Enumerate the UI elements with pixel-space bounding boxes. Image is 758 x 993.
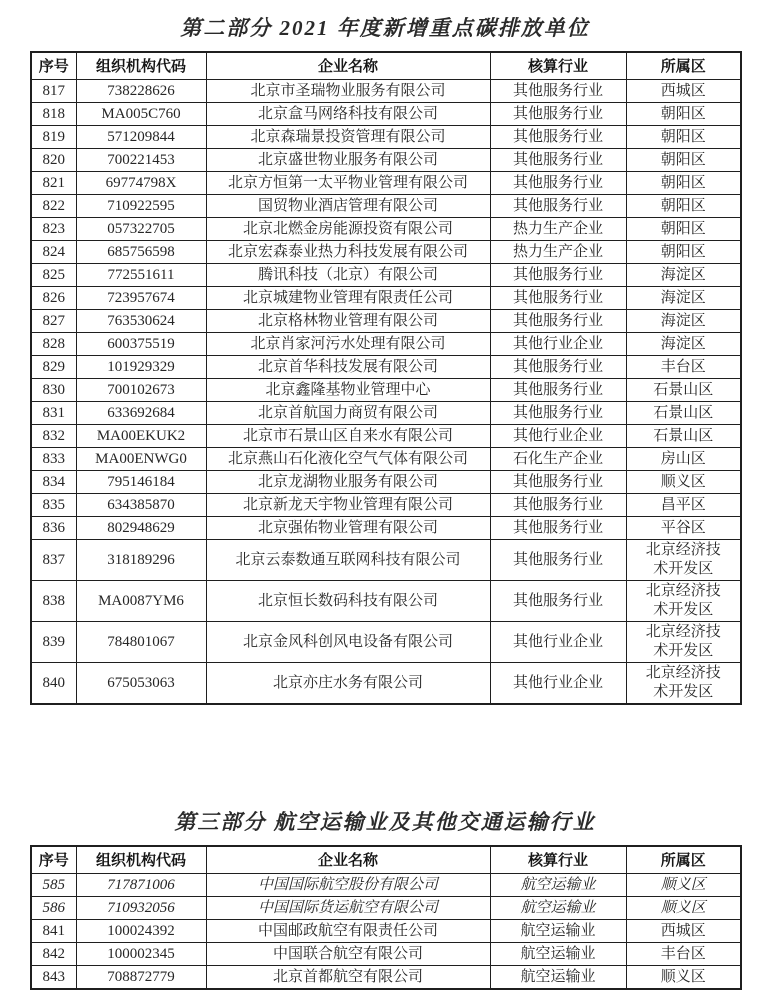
table-row [31, 517, 741, 540]
cell-no: 822 [31, 195, 76, 218]
cell-district: 朝阳区 [626, 172, 741, 195]
cell-no: 835 [31, 494, 76, 517]
cell-industry: 其他服务行业 [490, 540, 626, 581]
cell-company: 北京城建物业管理有限责任公司 [206, 287, 490, 310]
table-row [31, 126, 741, 149]
cell-industry: 其他服务行业 [490, 310, 626, 333]
column-header: 序号 [31, 52, 76, 80]
cell-industry: 其他服务行业 [490, 80, 626, 103]
cell-company: 北京强佑物业管理有限公司 [206, 517, 490, 540]
cell-industry: 石化生产企业 [490, 448, 626, 471]
cell-company: 北京亦庄水务有限公司 [206, 663, 490, 705]
cell-no: 839 [31, 622, 76, 663]
cell-no: 829 [31, 356, 76, 379]
cell-district: 海淀区 [626, 333, 741, 356]
table-row [31, 80, 741, 103]
cell-company: 北京市圣瑞物业服务有限公司 [206, 80, 490, 103]
cell-district: 海淀区 [626, 287, 741, 310]
cell-district: 昌平区 [626, 494, 741, 517]
cell-industry: 航空运输业 [490, 943, 626, 966]
table-row [31, 874, 741, 897]
cell-district: 石景山区 [626, 379, 741, 402]
cell-industry: 其他服务行业 [490, 149, 626, 172]
cell-company: 北京宏森泰业热力科技发展有限公司 [206, 241, 490, 264]
table-row [31, 149, 741, 172]
header-row [31, 846, 741, 874]
cell-district: 北京经济技术开发区 [626, 663, 741, 705]
cell-code: MA00EKUK2 [76, 425, 206, 448]
cell-code: 69774798X [76, 172, 206, 195]
cell-code: 795146184 [76, 471, 206, 494]
table-row [31, 494, 741, 517]
table-header [31, 52, 741, 80]
cell-industry: 航空运输业 [490, 874, 626, 897]
cell-code: MA00ENWG0 [76, 448, 206, 471]
table-row [31, 172, 741, 195]
table-row [31, 195, 741, 218]
cell-no: 834 [31, 471, 76, 494]
table-row [31, 333, 741, 356]
column-header: 企业名称 [206, 52, 490, 80]
column-header: 序号 [31, 846, 76, 874]
cell-industry: 其他行业企业 [490, 622, 626, 663]
cell-company: 北京市石景山区自来水有限公司 [206, 425, 490, 448]
cell-company: 北京盒马网络科技有限公司 [206, 103, 490, 126]
cell-company: 北京格林物业管理有限公司 [206, 310, 490, 333]
cell-industry: 其他行业企业 [490, 333, 626, 356]
table-row [31, 103, 741, 126]
table-row [31, 425, 741, 448]
cell-no: 818 [31, 103, 76, 126]
cell-company: 北京盛世物业服务有限公司 [206, 149, 490, 172]
cell-industry: 航空运输业 [490, 966, 626, 990]
cell-code: 571209844 [76, 126, 206, 149]
cell-code: 101929329 [76, 356, 206, 379]
column-header: 组织机构代码 [76, 846, 206, 874]
cell-no: 585 [31, 874, 76, 897]
cell-no: 840 [31, 663, 76, 705]
cell-code: 717871006 [76, 874, 206, 897]
column-header: 核算行业 [490, 52, 626, 80]
cell-district: 海淀区 [626, 310, 741, 333]
table-row [31, 622, 741, 663]
cell-no: 817 [31, 80, 76, 103]
cell-code: 772551611 [76, 264, 206, 287]
cell-code: 700221453 [76, 149, 206, 172]
column-header: 所属区 [626, 52, 741, 80]
cell-industry: 其他服务行业 [490, 103, 626, 126]
cell-industry: 其他服务行业 [490, 287, 626, 310]
cell-code: MA005C760 [76, 103, 206, 126]
cell-code: 710932056 [76, 897, 206, 920]
cell-company: 中国国际货运航空有限公司 [206, 897, 490, 920]
table-row [31, 241, 741, 264]
cell-company: 北京龙湖物业服务有限公司 [206, 471, 490, 494]
cell-no: 819 [31, 126, 76, 149]
cell-code: 708872779 [76, 966, 206, 990]
cell-no: 821 [31, 172, 76, 195]
cell-no: 831 [31, 402, 76, 425]
cell-no: 824 [31, 241, 76, 264]
column-header: 组织机构代码 [76, 52, 206, 80]
section-title: 第三部分 航空运输业及其他交通运输行业 [174, 810, 596, 834]
table-row [31, 402, 741, 425]
cell-district: 西城区 [626, 80, 741, 103]
cell-code: 710922595 [76, 195, 206, 218]
cell-district: 顺义区 [626, 966, 741, 990]
cell-district: 石景山区 [626, 425, 741, 448]
cell-company: 北京森瑞景投资管理有限公司 [206, 126, 490, 149]
section-part2 [30, 12, 740, 705]
cell-district: 朝阳区 [626, 103, 741, 126]
cell-company: 北京云泰数通互联网科技有限公司 [206, 540, 490, 581]
cell-industry: 其他服务行业 [490, 581, 626, 622]
table-row [31, 264, 741, 287]
cell-code: 700102673 [76, 379, 206, 402]
section-title: 第二部分 2021 年度新增重点碳排放单位 [180, 16, 590, 40]
cell-industry: 其他服务行业 [490, 172, 626, 195]
cell-company: 中国联合航空有限公司 [206, 943, 490, 966]
cell-no: 842 [31, 943, 76, 966]
cell-industry: 其他服务行业 [490, 379, 626, 402]
table-row [31, 471, 741, 494]
cell-code: 784801067 [76, 622, 206, 663]
cell-company: 北京鑫隆基物业管理中心 [206, 379, 490, 402]
cell-district: 顺义区 [626, 874, 741, 897]
cell-code: 675053063 [76, 663, 206, 705]
table-body [31, 874, 741, 990]
cell-no: 841 [31, 920, 76, 943]
section-part3 [30, 806, 740, 990]
cell-industry: 其他服务行业 [490, 264, 626, 287]
cell-industry: 其他服务行业 [490, 471, 626, 494]
aviation-table [30, 845, 742, 990]
cell-industry: 其他行业企业 [490, 425, 626, 448]
cell-no: 833 [31, 448, 76, 471]
cell-no: 832 [31, 425, 76, 448]
cell-company: 北京首都航空有限公司 [206, 966, 490, 990]
cell-code: 723957674 [76, 287, 206, 310]
table-row [31, 966, 741, 990]
cell-industry: 其他服务行业 [490, 517, 626, 540]
table-row [31, 943, 741, 966]
cell-code: 685756598 [76, 241, 206, 264]
cell-code: 057322705 [76, 218, 206, 241]
cell-district: 海淀区 [626, 264, 741, 287]
cell-district: 顺义区 [626, 897, 741, 920]
cell-company: 腾讯科技（北京）有限公司 [206, 264, 490, 287]
column-header: 企业名称 [206, 846, 490, 874]
cell-industry: 其他服务行业 [490, 402, 626, 425]
cell-district: 朝阳区 [626, 126, 741, 149]
cell-industry: 航空运输业 [490, 897, 626, 920]
cell-code: 738228626 [76, 80, 206, 103]
cell-no: 828 [31, 333, 76, 356]
column-header: 核算行业 [490, 846, 626, 874]
cell-district: 北京经济技术开发区 [626, 622, 741, 663]
cell-district: 丰台区 [626, 943, 741, 966]
cell-no: 827 [31, 310, 76, 333]
cell-no: 825 [31, 264, 76, 287]
cell-code: MA0087YM6 [76, 581, 206, 622]
cell-district: 北京经济技术开发区 [626, 540, 741, 581]
table-row [31, 663, 741, 705]
cell-district: 朝阳区 [626, 241, 741, 264]
emission-units-table [30, 51, 742, 705]
cell-district: 丰台区 [626, 356, 741, 379]
cell-no: 843 [31, 966, 76, 990]
cell-industry: 热力生产企业 [490, 241, 626, 264]
cell-industry: 热力生产企业 [490, 218, 626, 241]
table-row [31, 310, 741, 333]
cell-industry: 其他服务行业 [490, 126, 626, 149]
cell-district: 朝阳区 [626, 195, 741, 218]
cell-district: 朝阳区 [626, 218, 741, 241]
cell-code: 600375519 [76, 333, 206, 356]
table-row [31, 920, 741, 943]
cell-district: 北京经济技术开发区 [626, 581, 741, 622]
cell-code: 634385870 [76, 494, 206, 517]
cell-no: 820 [31, 149, 76, 172]
table-row [31, 356, 741, 379]
table-row [31, 581, 741, 622]
cell-code: 100002345 [76, 943, 206, 966]
cell-company: 中国邮政航空有限责任公司 [206, 920, 490, 943]
table-row [31, 897, 741, 920]
cell-company: 北京方恒第一太平物业管理有限公司 [206, 172, 490, 195]
cell-company: 北京首航国力商贸有限公司 [206, 402, 490, 425]
cell-no: 838 [31, 581, 76, 622]
cell-district: 顺义区 [626, 471, 741, 494]
cell-no: 836 [31, 517, 76, 540]
cell-district: 石景山区 [626, 402, 741, 425]
cell-company: 北京肖家河污水处理有限公司 [206, 333, 490, 356]
cell-company: 北京新龙天宇物业管理有限公司 [206, 494, 490, 517]
table-header [31, 846, 741, 874]
cell-no: 830 [31, 379, 76, 402]
cell-industry: 其他行业企业 [490, 663, 626, 705]
table-row [31, 287, 741, 310]
cell-company: 北京北燃金房能源投资有限公司 [206, 218, 490, 241]
cell-company: 中国国际航空股份有限公司 [206, 874, 490, 897]
cell-company: 北京金风科创风电设备有限公司 [206, 622, 490, 663]
table-body [31, 80, 741, 705]
cell-code: 100024392 [76, 920, 206, 943]
cell-no: 837 [31, 540, 76, 581]
table-row [31, 540, 741, 581]
cell-company: 北京首华科技发展有限公司 [206, 356, 490, 379]
cell-industry: 航空运输业 [490, 920, 626, 943]
cell-company: 国贸物业酒店管理有限公司 [206, 195, 490, 218]
cell-code: 802948629 [76, 517, 206, 540]
cell-industry: 其他服务行业 [490, 195, 626, 218]
header-row [31, 52, 741, 80]
column-header: 所属区 [626, 846, 741, 874]
cell-district: 房山区 [626, 448, 741, 471]
cell-district: 朝阳区 [626, 149, 741, 172]
cell-company: 北京恒长数码科技有限公司 [206, 581, 490, 622]
table-row [31, 448, 741, 471]
cell-code: 633692684 [76, 402, 206, 425]
cell-code: 763530624 [76, 310, 206, 333]
cell-industry: 其他服务行业 [490, 494, 626, 517]
cell-no: 823 [31, 218, 76, 241]
table-row [31, 379, 741, 402]
cell-no: 826 [31, 287, 76, 310]
cell-industry: 其他服务行业 [490, 356, 626, 379]
cell-no: 586 [31, 897, 76, 920]
cell-district: 平谷区 [626, 517, 741, 540]
cell-district: 西城区 [626, 920, 741, 943]
cell-code: 318189296 [76, 540, 206, 581]
cell-company: 北京燕山石化液化空气气体有限公司 [206, 448, 490, 471]
table-row [31, 218, 741, 241]
